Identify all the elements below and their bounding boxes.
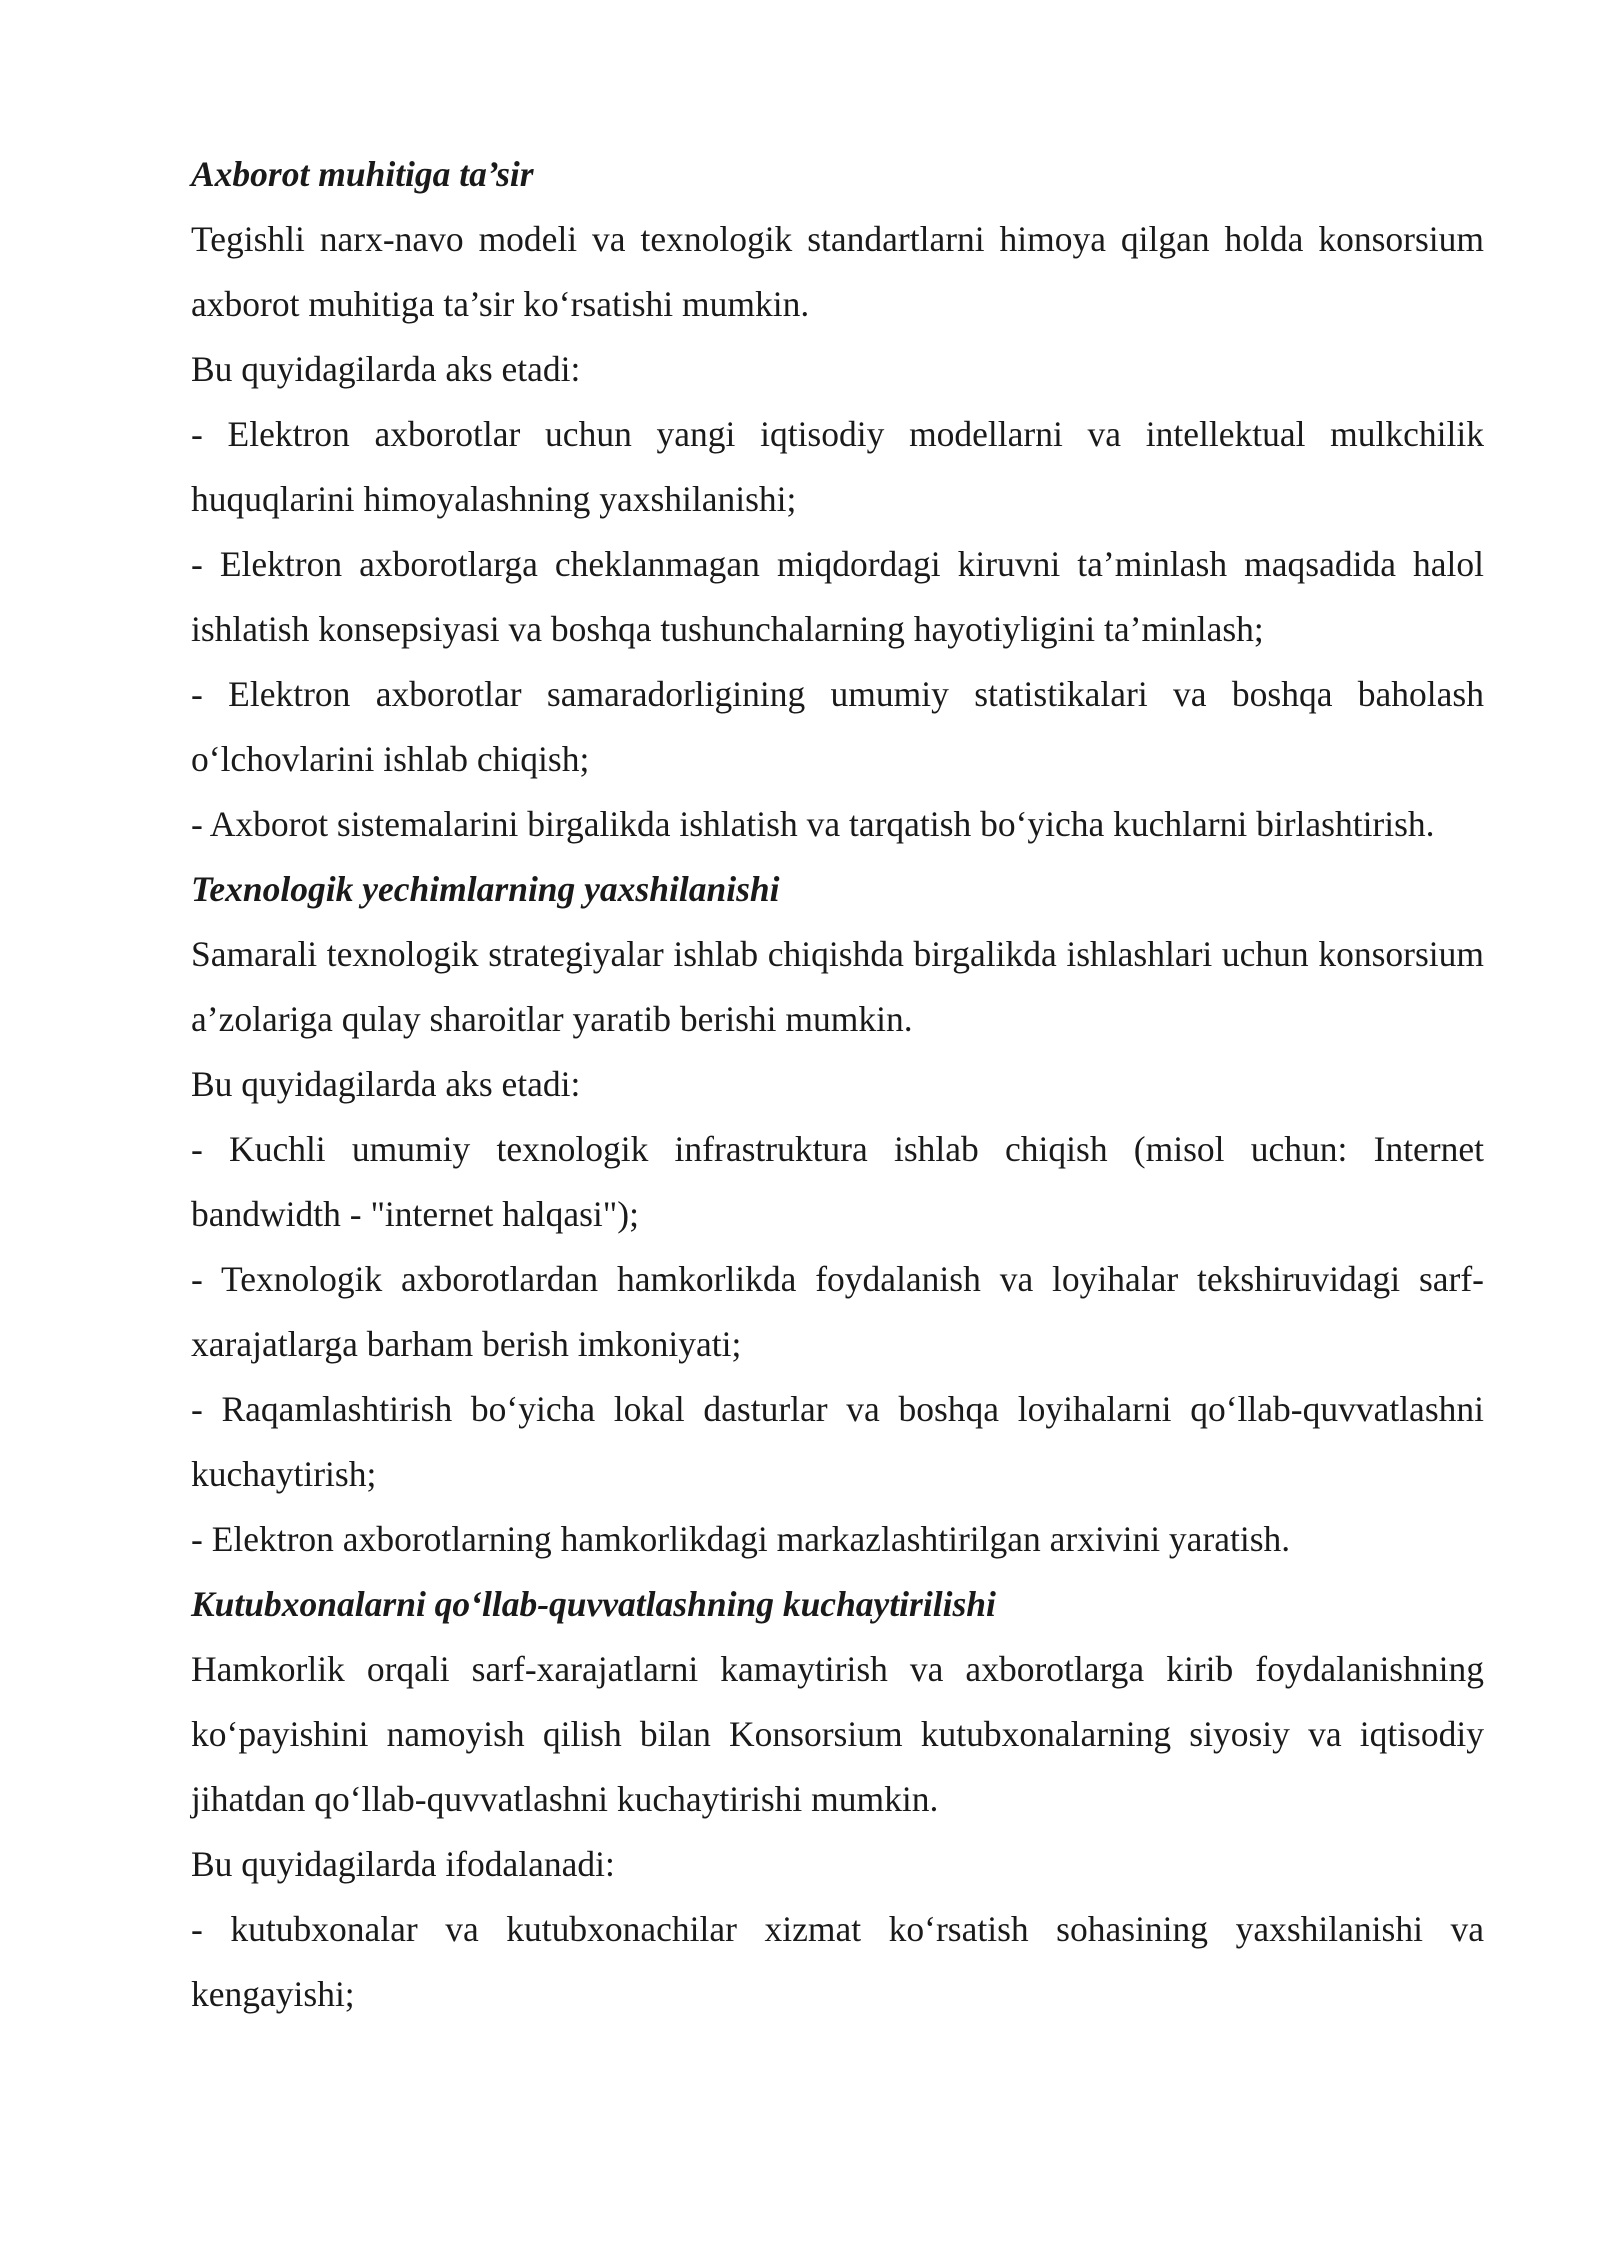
list-item: - Texnologik axborotlardan hamkorlikda foydalanish va loyihalar tekshiruvidagi sarf-xarajatlarga barham berish imkoniyati; xyxy=(191,1259,1484,1364)
section-lead-line: Bu quyidagilarda ifodalanadi: xyxy=(191,1844,615,1884)
list-item: - Kuchli umumiy texnologik infrastruktura ishlab chiqish (misol uchun: Internet bandwidth - "internet halqasi"); xyxy=(191,1129,1484,1234)
list-item: - Elektron axborotlarning hamkorlikdagi markazlashtirilgan arxivini yaratish. xyxy=(191,1519,1291,1559)
list-item: - Axborot sistemalarini birgalikda ishlatish va tarqatish bo‘yicha kuchlarni birlashtirish. xyxy=(191,804,1435,844)
section-heading: Kutubxonalarni qo‘llab-quvvatlashning kuchaytirilishi xyxy=(191,1584,996,1624)
list-item: - Elektron axborotlarga cheklanmagan miqdordagi kiruvni ta’minlash maqsadida halol ishlatish konsepsiyasi va boshqa tushunchalarning hayotiyligini ta’minlash; xyxy=(191,544,1484,649)
section-heading: Texnologik yechimlarning yaxshilanishi xyxy=(191,869,780,909)
document-body xyxy=(191,142,1484,2027)
list-item: - kutubxonalar va kutubxonachilar xizmat ko‘rsatish sohasining yaxshilanishi va kengayishi; xyxy=(191,1909,1484,2014)
section-lead-line: Bu quyidagilarda aks etadi: xyxy=(191,1064,581,1104)
section-intro-paragraph: Samarali texnologik strategiyalar ishlab chiqishda birgalikda ishlashlari uchun konsorsium a’zolariga qulay sharoitlar yaratib berishi mumkin. xyxy=(191,934,1484,1039)
list-item: - Elektron axborotlar samaradorligining umumiy statistikalari va boshqa baholash o‘lchovlarini ishlab chiqish; xyxy=(191,674,1484,779)
section-intro-paragraph: Hamkorlik orqali sarf-xarajatlarni kamaytirish va axborotlarga kirib foydalanishning ko‘payishini namoyish qilish bilan Konsorsium kutubxonalarning siyosiy va iqtisodiy jihatdan qo‘llab-quvvatlashni kuchaytirishi mumkin. xyxy=(191,1649,1484,1819)
section-intro-paragraph: Tegishli narx-navo modeli va texnologik standartlarni himoya qilgan holda konsorsium axborot muhitiga ta’sir ko‘rsatishi mumkin. xyxy=(191,219,1484,324)
list-item: - Elektron axborotlar uchun yangi iqtisodiy modellarni va intellektual mulkchilik huquqlarini himoyalashning yaxshilanishi; xyxy=(191,414,1484,519)
section-heading: Axborot muhitiga ta’sir xyxy=(191,154,534,194)
section-lead-line: Bu quyidagilarda aks etadi: xyxy=(191,349,581,389)
list-item: - Raqamlashtirish bo‘yicha lokal dasturlar va boshqa loyihalarni qo‘llab-quvvatlashni kuchaytirish; xyxy=(191,1389,1484,1494)
